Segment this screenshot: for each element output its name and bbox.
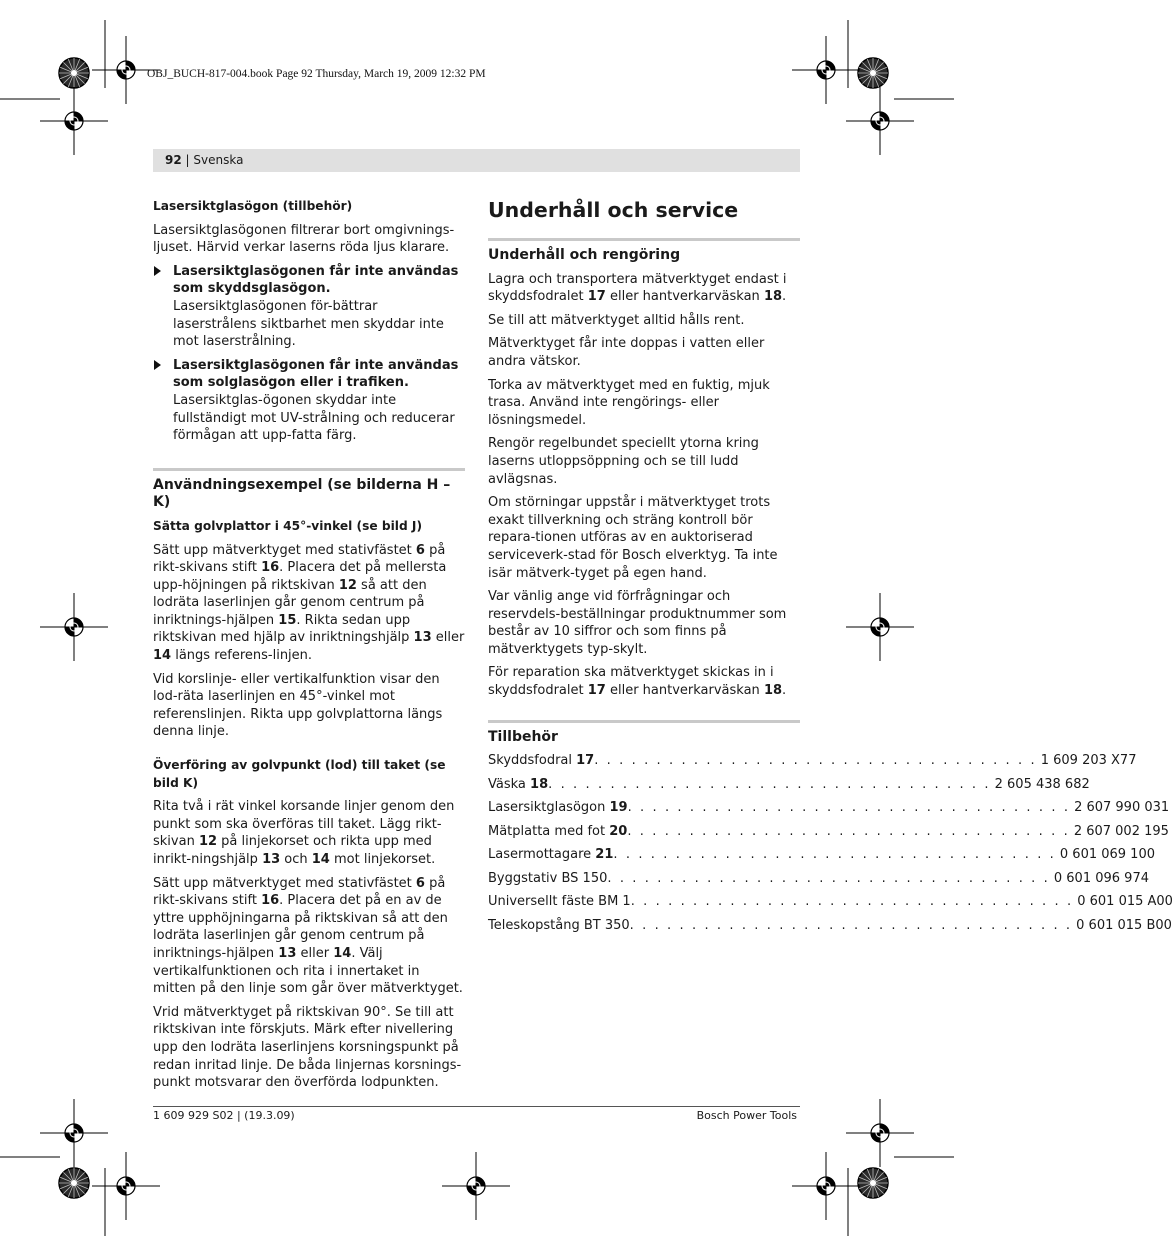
warning-item-1 — [153, 263, 465, 351]
accessory-ref: 21 — [595, 847, 614, 863]
ref-number: 12 — [338, 577, 357, 593]
dot-leader: . . . . . . . . . . . . . . . . . . . . . . . . . . . . . . . . . . . . — [627, 823, 1070, 839]
accessory-name — [488, 752, 594, 770]
part-number: 0 601 096 974 — [1053, 870, 1149, 886]
warning-2-bold: Lasersiktglasögonen får inte användas som solglasögon eller i trafiken. — [173, 357, 459, 391]
text-run: längs referens-linjen. — [171, 648, 313, 664]
text-run: och — [280, 852, 312, 867]
text-run: eller hantverkarväskan — [605, 289, 764, 305]
ref-number: 18 — [763, 289, 783, 305]
text-run: Sätt upp mätverktyget med stativfästet — [153, 875, 416, 891]
text-run: Lagra och transportera mätverktyget endast i skyddsfodralet — [488, 271, 787, 305]
text-run: Rita två i rät vinkel korsande linjer genom den punkt som ska överföras till taket. Lägg rikt-skivan — [153, 799, 455, 850]
floor-paragraph-1 — [153, 542, 465, 665]
accessory-ref: 18 — [530, 776, 549, 792]
maintenance-paragraph-7: Var vänlig ange vid förfrågningar och reservdels-beställningar produktnummer som består av 10 siffror och som finns på mätverktygets typ-skylt. — [488, 589, 787, 657]
maintenance-paragraph-3: Mätverktyget får inte doppas i vatten eller andra vätskor. — [488, 336, 765, 369]
text-run: mot linjekorset. — [329, 852, 436, 867]
accessory-ref: 20 — [609, 823, 628, 839]
ref-number: 16 — [261, 893, 280, 909]
accessory-name — [488, 799, 628, 817]
dot-leader: . . . . . . . . . . . . . . . . . . . . . . . . . . . . . . . . . . . . — [607, 870, 1050, 886]
dot-leader: . . . . . . . . . . . . . . . . . . . . . . . . . . . . . . . . . . . . — [548, 776, 991, 792]
text-run: Sätt upp mätverktyget med stativfästet — [153, 542, 416, 558]
accessory-ref: 17 — [576, 753, 595, 769]
accessory-row — [488, 846, 1155, 864]
accessory-label: Mätplatta med fot — [488, 823, 610, 839]
part-number: 2 607 990 031 — [1074, 800, 1170, 816]
ref-number: 15 — [278, 612, 297, 628]
transfer-paragraph-1 — [153, 798, 465, 868]
accessory-row — [488, 752, 1137, 770]
accessory-row — [488, 799, 1170, 817]
main-section-heading: Underhåll och service — [488, 198, 739, 222]
text-run: . Välj vertikalfunktionen och rita i innertaket in mitten på den linje som går över mätverktyget. — [153, 945, 463, 997]
goggles-heading: Lasersiktglasögon (tillbehör) — [153, 199, 353, 213]
accessory-name — [488, 846, 613, 864]
text-run: . Placera det på en av de yttre upphöjningarna på riktskivan så att den lodräta laserlinjen går genom centrum på inriktnings-hjälpen — [153, 893, 448, 961]
ref-number: 18 — [763, 683, 783, 699]
accessory-name — [488, 893, 631, 911]
part-number: 0 601 015 A00 — [1077, 894, 1173, 910]
maintenance-heading: Underhåll och rengöring — [488, 238, 800, 265]
part-number: 2 605 438 682 — [994, 776, 1090, 792]
accessory-ref: 19 — [609, 800, 628, 816]
warning-item-2 — [153, 357, 465, 445]
bullet-arrow-icon — [154, 266, 161, 276]
maintenance-paragraph-8 — [488, 664, 800, 699]
dot-leader: . . . . . . . . . . . . . . . . . . . . . . . . . . . . . . . . . . . . — [629, 917, 1073, 933]
accessory-label: Skyddsfodral — [488, 753, 577, 769]
accessory-name — [488, 917, 630, 935]
ref-number: 6 — [415, 875, 425, 891]
accessory-label: Universellt fäste BM 1 — [488, 894, 631, 910]
accessory-name — [488, 823, 627, 841]
transfer-paragraph-2 — [153, 875, 465, 998]
warning-1-bold: Lasersiktglasögonen får inte användas som skyddsglasögon. — [173, 263, 459, 297]
ref-number: 13 — [413, 630, 432, 646]
accessory-row — [488, 776, 1090, 794]
accessory-label: Teleskopstång BT 350 — [488, 917, 630, 933]
ref-number: 17 — [587, 683, 606, 699]
part-number: 2 607 002 195 — [1073, 823, 1169, 839]
dot-leader: . . . . . . . . . . . . . . . . . . . . . . . . . . . . . . . . . . . . — [630, 894, 1074, 910]
accessory-row — [488, 893, 1173, 911]
ref-number: 13 — [278, 945, 297, 961]
header-text — [165, 153, 243, 167]
accessory-row — [488, 870, 1149, 888]
text-run: eller — [296, 945, 334, 961]
accessory-label: Lasersiktglasögon — [488, 800, 610, 816]
part-number: 0 601 069 100 — [1059, 847, 1155, 863]
text-run: eller — [431, 630, 465, 646]
maintenance-paragraph-6: Om störningar uppstår i mätverktyget trots exakt tillverkning och sträng kontroll bör repara-tionen utföras av en auktoriserad serviceverk-stad för Bosch elverktyg. Ta inte isär mätverk-tyget på egen hand. — [488, 495, 778, 581]
accessories-list — [488, 752, 1173, 934]
header-language: Svenska — [193, 153, 244, 167]
maintenance-paragraph-2: Se till att mätverktyget alltid hålls rent. — [488, 312, 745, 328]
accessory-label: Väska — [488, 776, 531, 792]
ref-number: 16 — [261, 560, 280, 576]
ref-number: 14 — [311, 852, 330, 867]
ref-number: 6 — [415, 542, 425, 558]
text-run: på rikt-skivans stift — [153, 542, 446, 576]
examples-heading: Användningsexempel (se bilderna H – K) — [153, 468, 465, 512]
warning-1-text: Lasersiktglasögonen för-bättrar laserstrålens siktbarhet men skyddar inte mot laserstrålning. — [173, 298, 444, 350]
bullet-arrow-icon — [154, 360, 161, 370]
ref-number: 12 — [198, 834, 218, 850]
accessory-row — [488, 823, 1169, 841]
transfer-heading: Överföring av golvpunkt (lod) till taket (se bild K) — [153, 758, 446, 790]
accessories-heading: Tillbehör — [488, 720, 800, 747]
text-run: på linjekorset och rikta upp med inrikt-ningshjälp — [153, 834, 432, 867]
print-slug-line: OBJ_BUCH-817-004.book Page 92 Thursday, March 19, 2009 12:32 PM — [147, 68, 486, 80]
accessory-label: Byggstativ BS 150 — [488, 870, 608, 886]
goggles-intro: Lasersiktglasögonen filtrerar bort omgivnings-ljuset. Härvid verkar laserns röda ljus klarare. — [153, 222, 455, 256]
dot-leader: . . . . . . . . . . . . . . . . . . . . . . . . . . . . . . . . . . . . — [613, 847, 1056, 863]
accessory-row — [488, 917, 1172, 935]
part-number: 1 609 203 X77 — [1040, 753, 1137, 769]
dot-leader: . . . . . . . . . . . . . . . . . . . . . . . . . . . . . . . . . . . . — [594, 753, 1037, 769]
maintenance-paragraph-1 — [488, 271, 800, 306]
right-column — [488, 198, 1173, 940]
floor-tiles-heading: Sätta golvplattor i 45°-vinkel (se bild J) — [153, 518, 423, 533]
left-column — [153, 198, 465, 1098]
floor-paragraph-2: Vid korslinje- eller vertikalfunktion visar den lod-räta laserlinjen en 45°-vinkel mot referenslinjen. Rikta upp golvplattorna längs denna linje. — [153, 671, 443, 740]
accessory-label: Lasermottagare — [488, 847, 596, 863]
ref-number: 14 — [333, 945, 352, 961]
text-run: . Placera det på mellersta upp-höjningen på riktskivan — [153, 560, 447, 593]
warning-2-text: Lasersiktglas-ögonen skyddar inte fullständigt mot UV-strålning och reducerar förmågan att upp-fatta färg. — [173, 392, 455, 444]
maintenance-paragraph-5: Rengör regelbundet speciellt ytorna kring laserns utloppsöppning och se till ludd avlägsnas. — [488, 436, 759, 487]
ref-number: 14 — [153, 648, 172, 664]
text-run: på rikt-skivans stift — [153, 875, 446, 909]
footer-rule — [153, 1106, 800, 1107]
header-separator: | — [181, 153, 194, 167]
text-run: . — [782, 289, 787, 305]
footer-brand: Bosch Power Tools — [696, 1109, 797, 1122]
dot-leader: . . . . . . . . . . . . . . . . . . . . . . . . . . . . . . . . . . . . — [627, 800, 1071, 816]
footer-document-id: 1 609 929 S02 | (19.3.09) — [153, 1109, 295, 1122]
accessory-name — [488, 776, 548, 794]
transfer-paragraph-3: Vrid mätverktyget på riktskivan 90°. Se till att riktskivan inte förskjuts. Märk efter nivellering upp den lodräta laserlinjens korsningspunkt på redan inritad linje. De båda linjernas korsnings-punkt motsvarar den överförda lodpunkten. — [153, 1004, 462, 1091]
text-run: . — [782, 683, 787, 699]
ref-number: 13 — [262, 852, 281, 867]
part-number: 0 601 015 B00 — [1076, 917, 1172, 933]
page-header — [153, 149, 800, 172]
ref-number: 17 — [587, 289, 606, 305]
accessory-name — [488, 870, 607, 888]
text-run: eller hantverkarväskan — [605, 683, 764, 699]
text-run: så att den lodräta laserlinjen går genom centrum på inriktnings-hjälpen — [153, 577, 427, 628]
text-run: . Rikta sedan upp riktskivan med hjälp av inriktningshjälp — [153, 612, 414, 646]
text-run: För reparation ska mätverktyget skickas in i skyddsfodralet — [488, 665, 774, 699]
maintenance-paragraph-4: Torka av mätverktyget med en fuktig, mjuk trasa. Använd inte rengörings- eller lösningsmedel. — [488, 377, 770, 428]
page-number: 92 — [165, 153, 182, 167]
